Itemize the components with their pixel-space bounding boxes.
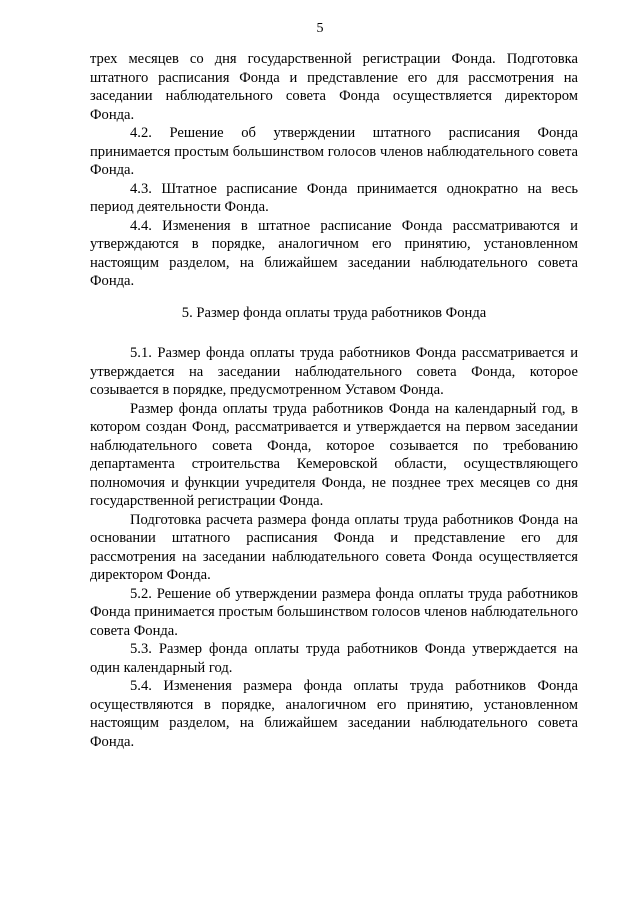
document-body <box>90 50 578 751</box>
paragraph-5-3: 5.3. Размер фонда оплаты труда работников Фонда утверждается на один календарный год. <box>90 641 578 676</box>
paragraph-4-2: 4.2. Решение об утверждении штатного расписания Фонда принимается простым большинством голосов членов наблюдательного совета Фонда. <box>90 125 578 178</box>
paragraph-5-1: 5.1. Размер фонда оплаты труда работников Фонда рассматривается и утверждается на заседании наблюдательного совета Фонда, которое созывается в порядке, предусмотренном Уставом Фонда. <box>90 345 578 398</box>
paragraph-continuation: трех месяцев со дня государственной регистрации Фонда. Подготовка штатного расписания Фонда и представление его для рассмотрения на заседании наблюдательного совета Фонда осуществляется директором Фонда. <box>90 51 578 123</box>
section-heading: 5. Размер фонда оплаты труда работников Фонда <box>181 304 487 321</box>
paragraph-5-2: 5.2. Решение об утверждении размера фонда оплаты труда работников Фонда принимается простым большинством голосов членов наблюдательного совета Фонда. <box>90 585 578 639</box>
paragraph-4-3: 4.3. Штатное расписание Фонда принимается однократно на весь период деятельности Фонда. <box>90 180 578 215</box>
page-number: 5 <box>316 21 324 36</box>
paragraph-5-1-preparation: Подготовка расчета размера фонда оплаты труда работников Фонда на основании штатного расписания Фонда и представление его для рассмотрения на заседании наблюдательного совета Фонда осуществляется директором Фонда. <box>90 511 578 583</box>
paragraph-5-1-calendar-year: Размер фонда оплаты труда работников Фонда на календарный год, в котором создан Фонд, рассматривается и утверждается на первом заседании наблюдательного совета Фонда, которое созывается по требованию департамента строительства Кемеровской области, осуществляющего полномочия и функции учредителя Фонда, не позднее трех месяцев со дня государственной регистрации Фонда. <box>90 400 578 509</box>
paragraph-5-4: 5.4. Изменения размера фонда оплаты труда работников Фонда осуществляются в порядке, аналогичном его принятию, установленном настоящим разделом, на ближайшем заседании наблюдательного совета Фонда. <box>90 678 578 750</box>
paragraph-4-4: 4.4. Изменения в штатное расписание Фонда рассматриваются и утверждаются в порядке, аналогичном его принятию, установленном настоящим разделом, на ближайшем заседании наблюдательного совета Фонда. <box>90 217 578 289</box>
